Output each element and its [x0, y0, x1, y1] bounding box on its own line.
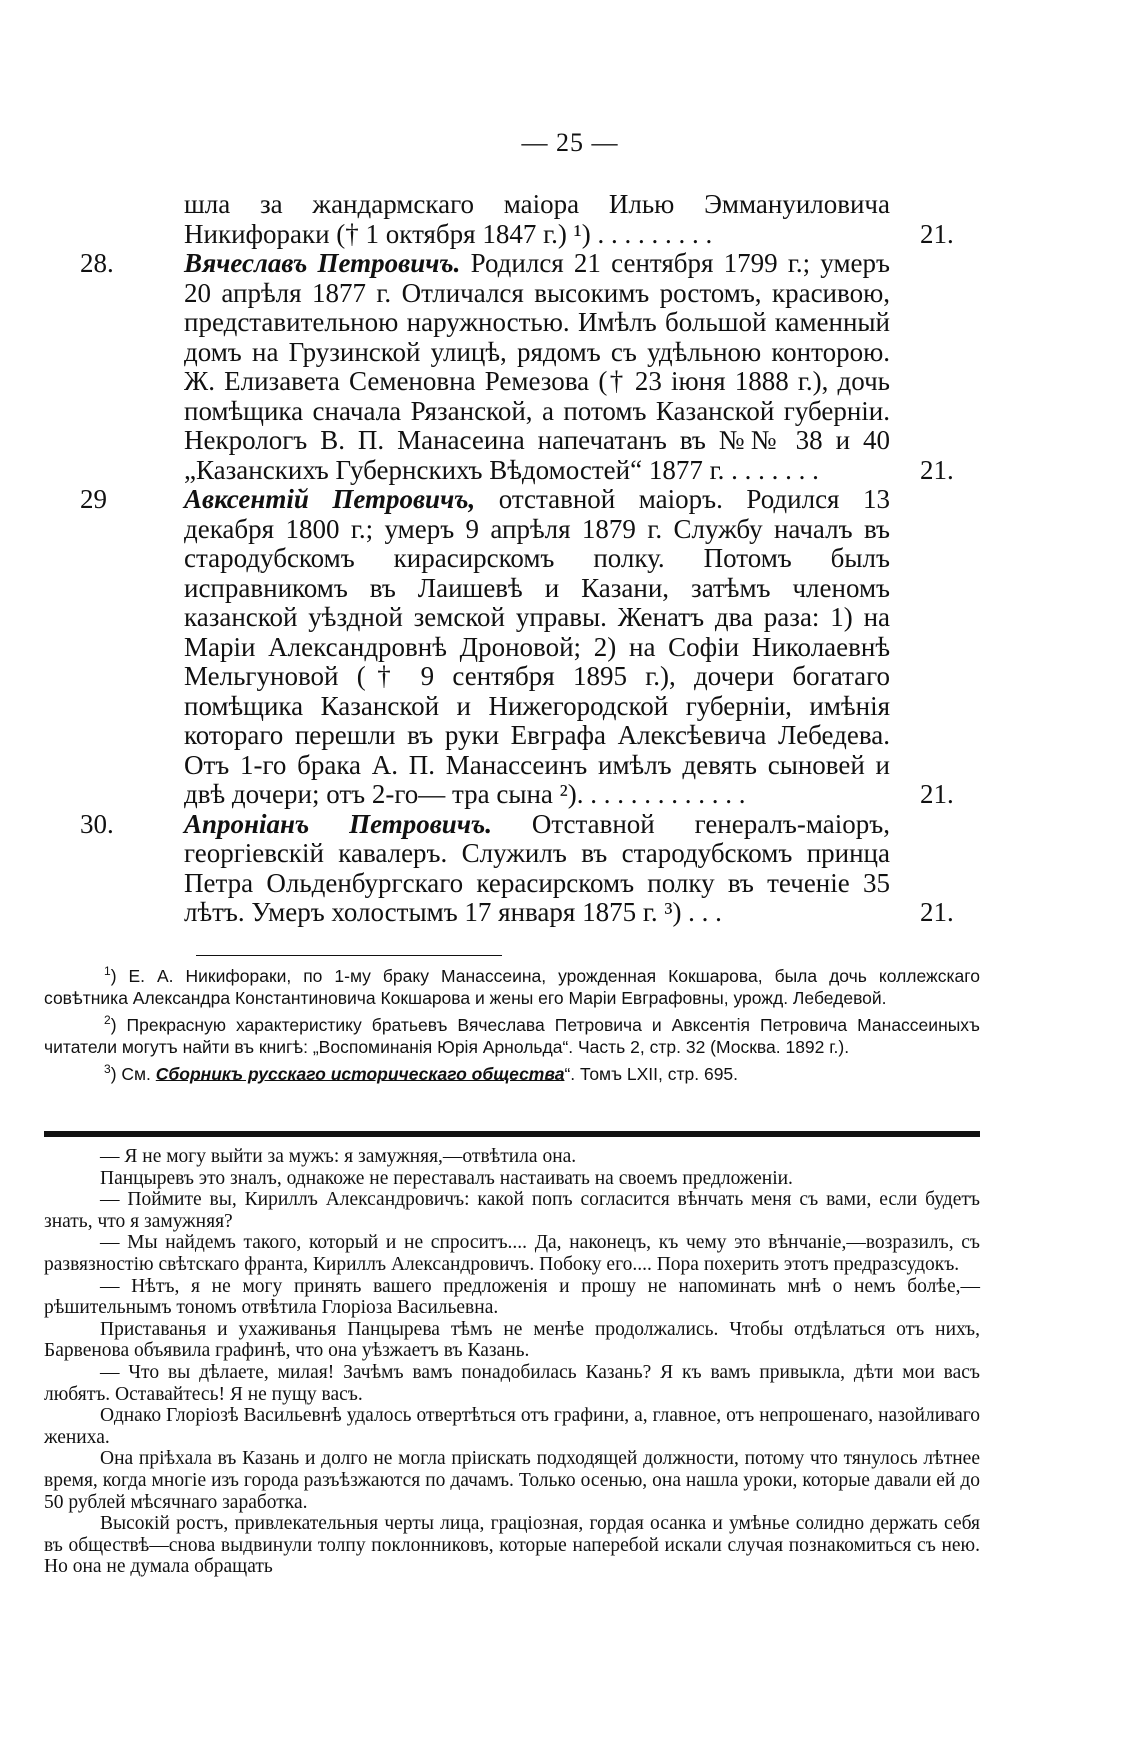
story-text: [44, 1146, 980, 1578]
entry-number: 29: [80, 484, 107, 514]
story-paragraph: — Что вы дѣлаете, милая! Зачѣмъ вамъ понадобилась Казань? Я къ вамъ привыкла, дѣти мои васъ любятъ. Оставайтесь! Я не пущу васъ.: [44, 1361, 980, 1405]
entry-name: Вячеславъ Петровичъ.: [184, 248, 461, 278]
genealogy-entry: [80, 808, 980, 928]
story-paragraph: Приставанья и ухаживанья Панцырева тѣмъ не менѣе продолжались. Чтобы отдѣлаться отъ нихъ, Барвенова объявила графинѣ, что она уѣзжаетъ въ Казань.: [44, 1318, 980, 1362]
footnote: [44, 1058, 980, 1085]
story-paragraph: — Мы найдемъ такого, который и не спроситъ.... Да, наконецъ, къ чему это вѣнчаніе,—возразилъ, съ развязностію свѣтскаго франта, Кириллъ Александровичъ. Побоку его.... Пора похерить этотъ предразсудокъ.: [44, 1232, 980, 1275]
story-paragraph: Она пріѣхала въ Казань и долго не могла пріискать подходящей должности, потому что тянулось лѣтнее время, когда многіе изъ города разъѣзжаются по дачамъ. Только осенью, она нашла уроки, которые давали ей до 50 рублей мѣсячнаго заработка.: [44, 1448, 980, 1513]
story-paragraph: Однако Глоріозѣ Васильевнѣ удалось отвертѣться отъ графини, а, главное, отъ непрошенаго, назойливаго жениха.: [44, 1405, 980, 1448]
entry-page-ref: 21.: [920, 897, 954, 927]
footnote-mark: 2: [104, 1012, 111, 1027]
footnote-text: ) См.: [110, 1063, 156, 1084]
genealogy-entry: [184, 190, 980, 249]
page-number: — 25 —: [521, 128, 619, 157]
genealogy-entry: [80, 248, 980, 485]
footnote-text: “. Томъ LXII, стр. 695.: [564, 1063, 739, 1084]
entry-text-block: [184, 485, 980, 810]
footnote-text: ) Прекрасную характеристику братьевъ Вячеслава Петровича и Авксентія Петровича Манассеиныхъ читатели могутъ найти въ книгѣ: „Воспоминанія Юрія Арнольда“. Часть 2, стр. 32 (Москва. 1892 г.).: [44, 1014, 980, 1057]
entry-text: отставной маіоръ. Родился 13 декабря 1800 г.; умеръ 9 апрѣля 1879 г. Службу началъ въ стародубскомъ кирасирскомъ полку. Потомъ былъ исправникомъ въ Лаишевѣ и Казани, затѣмъ членомъ казанской уѣздной земской управы. Женатъ два раза: 1) на Маріи Александровнѣ Дроновой; 2) на Софіи Николаевнѣ Мельгуновой († 9 сентября 1895 г.), дочери богатаго помѣщика Казанской и Нижегородской губерніи, имѣнія котораго перешли въ руки Евграфа Алексѣевича Лебедева. Отъ 1-го брака А. П. Манассеинъ имѣлъ девять сыновей и двѣ дочери; отъ 2-го— тра сына ²). . . . . . . . . . . . .: [184, 484, 890, 809]
footnotes: [44, 960, 980, 1084]
footnote-mark: 1: [104, 964, 111, 978]
entry-text: шла за жандармскаго маіора Илью Эммануиловича Никифораки († 1 октября 1847 г.) ¹) . . . . . . . . .: [184, 189, 890, 249]
entry-number: 30.: [80, 808, 114, 839]
story-paragraph: Панцыревъ это зналъ, однакоже не переставалъ настаивать на своемъ предложеніи.: [100, 1167, 793, 1189]
genealogy-entries: [80, 190, 980, 928]
entry-text-block: [184, 810, 980, 928]
story-paragraph: Высокій ростъ, привлекательныя черты лица, граціозная, гордая осанка и умѣнье солидно держать себя въ обществѣ—снова выдвинули толпу поклонниковъ, которые наперебой искали случая познакомиться съ нею. Но она не думала обращать: [44, 1513, 980, 1578]
entry-page-ref: 21.: [920, 218, 954, 249]
section-divider: [44, 1131, 980, 1137]
footnote-source-title: Сборникъ русскаго историческаго общества: [155, 1063, 565, 1084]
entry-text: Отставной генералъ-маіоръ, георгіевскій кавалеръ. Служилъ въ стародубскомъ принца Петра Ольденбургскаго керасирскомъ полку въ теченіе 35 лѣтъ. Умеръ холостымъ 17 января 1875 г. ³) . . .: [184, 808, 890, 927]
entry-page-ref: 21.: [920, 454, 954, 485]
story-paragraph: — Поймите вы, Кириллъ Александровичъ: какой попъ согласится вѣнчать меня съ вами, если будетъ знать, что я замужняя?: [44, 1189, 980, 1232]
entry-text: Родился 21 сентября 1799 г.; умеръ 20 апрѣля 1877 г. Отличался высокимъ ростомъ, красивою, представительною наружностью. Имѣлъ большой каменный домъ на Грузинской улицѣ, рядомъ съ удѣльною конторою. Ж. Елизавета Семеновна Ремезова († 23 іюня 1888 г.), дочь помѣщика сначала Рязанской, а потомъ Казанской губерніи. Некрологъ В. П. Манасеина напечатанъ въ №№ 38 и 40 „Казанскихъ Губернскихъ Вѣдомостей“ 1877 г. . . . . . . .: [184, 248, 890, 485]
story-paragraph: — Нѣтъ, я не могу принять вашего предложенія и прошу не напоминать мнѣ о немъ болѣе,—рѣшительнымъ тономъ отвѣтила Глоріоза Васильевна.: [44, 1275, 980, 1319]
footnote-text: ) Е. А. Никифораки, по 1-му браку Манассеина, урожденная Кокшарова, была дочь коллежскаго совѣтника Александра Константиновича Кокшарова и жены его Маріи Евграфовны, урожд. Лебедевой.: [44, 965, 980, 1008]
footnote-divider: [196, 955, 502, 956]
genealogy-entry: [80, 484, 980, 810]
entry-name: Авксентій Петровичъ,: [184, 484, 476, 514]
story-paragraph: — Я не могу выйти за мужъ: я замужняя,—отвѣтила она.: [100, 1146, 577, 1167]
footnote-mark: 3: [104, 1061, 111, 1076]
entry-text-block: [184, 249, 980, 485]
entry-text-block: [184, 190, 980, 249]
entry-name: Апроніанъ Петровичъ.: [184, 808, 492, 839]
entry-number: 28.: [80, 248, 114, 278]
footnote: [44, 1009, 980, 1058]
entry-page-ref: 21.: [920, 779, 954, 809]
footnote: [44, 960, 980, 1009]
